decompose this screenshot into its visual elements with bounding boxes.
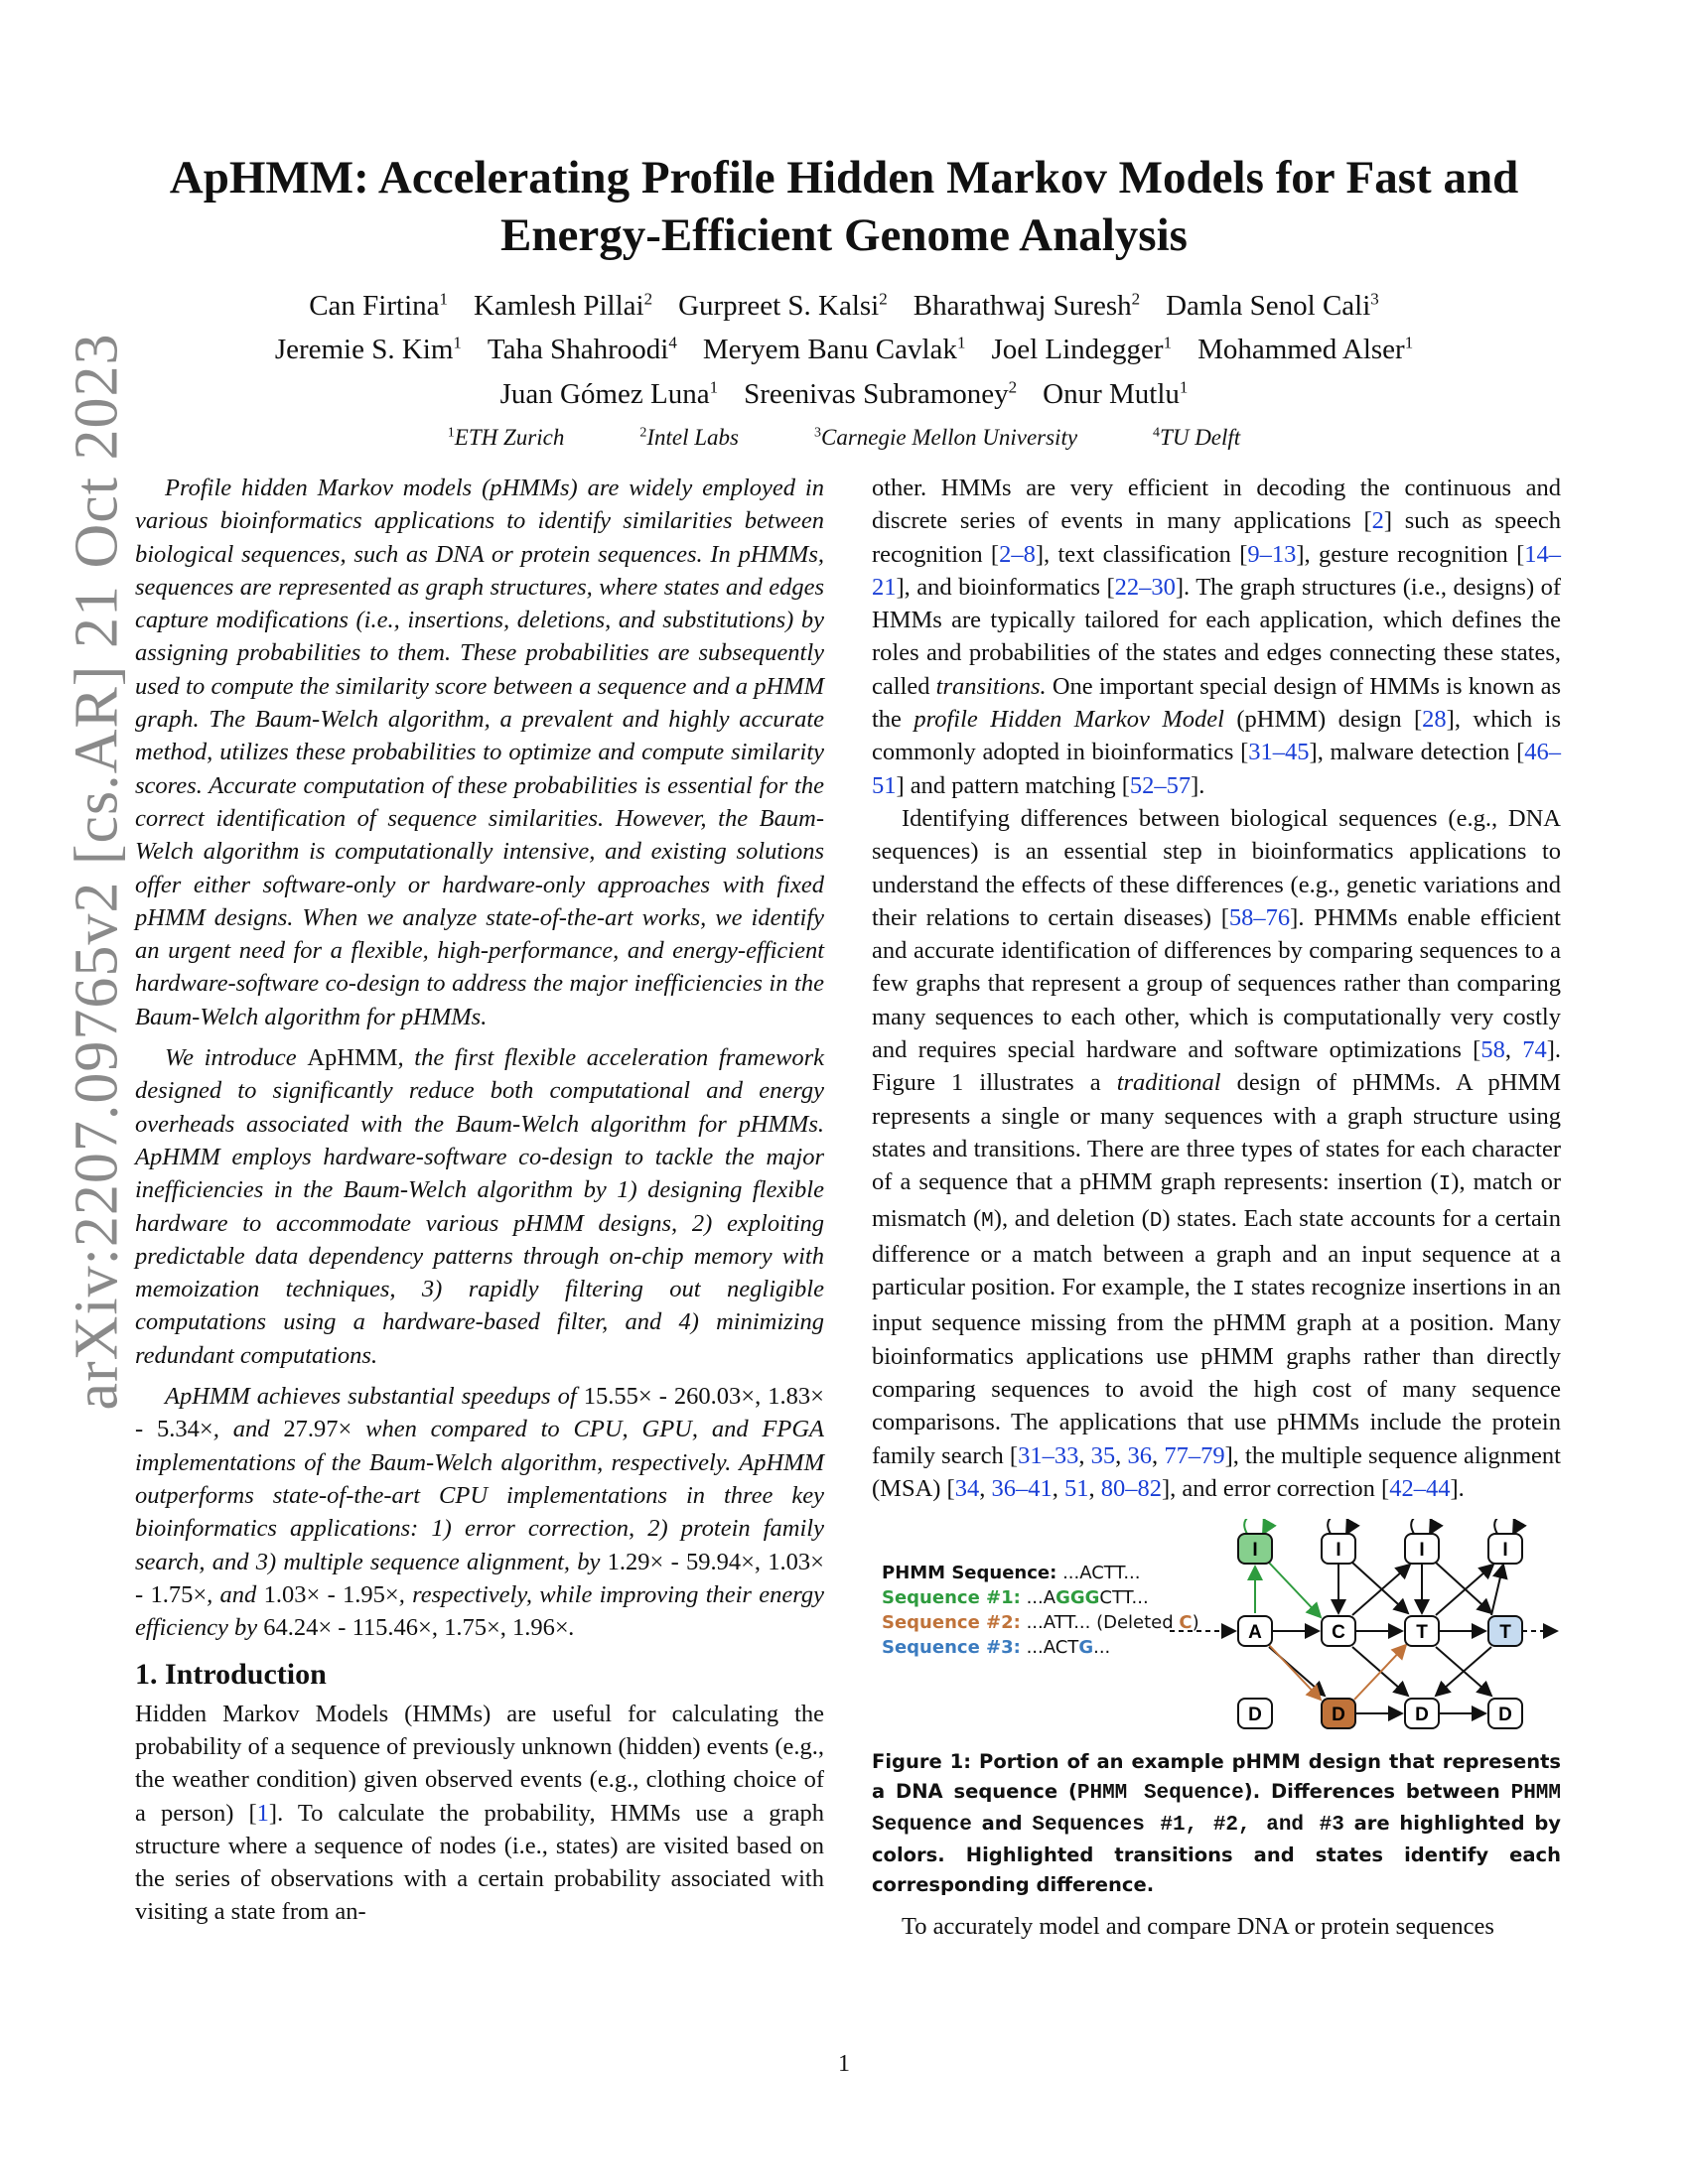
- affiliation: $^4$TU Delft: [1153, 425, 1241, 450]
- citation-link[interactable]: 36: [1127, 1441, 1152, 1469]
- insertion-state-node-label: I: [1502, 1540, 1508, 1562]
- citation-link[interactable]: 14–21: [872, 540, 1561, 601]
- right-column: [872, 472, 1561, 1944]
- deletion-state-node-label: D: [1332, 1705, 1345, 1726]
- author-name: Mohammed Alser$^1$: [1197, 333, 1414, 366]
- citation-link[interactable]: 22–30: [1114, 573, 1176, 601]
- citation-link[interactable]: 1: [256, 1799, 269, 1827]
- citation-link[interactable]: 42–44: [1389, 1474, 1451, 1502]
- affiliation: $^2$Intel Labs: [639, 425, 739, 450]
- section-heading-introduction: 1. Introduction: [135, 1658, 327, 1692]
- figure-1: [872, 1519, 1561, 1739]
- author-name: Damla Senol Cali$^3$: [1166, 289, 1379, 322]
- intro-paragraph-1-start: Hidden Markov Models (HMMs) are useful for calculating the probability of a sequence of previously unknown (hidden) events (e.g., the weather condition) given observed events (e.g., clothing choice of a person) [1]. To calculate the probability, HMMs use a graph structure where a sequence of nodes (i.e., states) are visited based on the series of observations with a certain probability associated with visiting a state from an-: [135, 1700, 824, 1926]
- author-name: Onur Mutlu$^1$: [1043, 377, 1189, 410]
- transition-edge: [1354, 1645, 1406, 1700]
- match-state-node-label: A: [1248, 1622, 1262, 1644]
- author-name: Kamlesh Pillai$^2$: [474, 289, 653, 322]
- affiliation: $^1$ETH Zurich: [447, 425, 565, 450]
- author-name: Meryem Banu Cavlak$^1$: [702, 333, 966, 366]
- deletion-state-node-label: D: [1498, 1705, 1512, 1726]
- self-loop-edge: [1411, 1519, 1433, 1534]
- citation-link[interactable]: 31–45: [1248, 739, 1310, 766]
- author-name: Bharathwaj Suresh$^2$: [913, 289, 1141, 322]
- intro-paragraph-3: To accurately model and compare DNA or protein sequences: [902, 1913, 1494, 1941]
- legend-seq2: Sequence #2: ...ATT... (Deleted C): [882, 1612, 1199, 1634]
- author-name: Joel Lindegger$^1$: [991, 333, 1173, 366]
- transition-edge: [1436, 1563, 1491, 1613]
- insertion-state-node-label: I: [1419, 1540, 1425, 1562]
- citation-link[interactable]: 58–76: [1228, 903, 1291, 931]
- citation-link[interactable]: 35: [1090, 1441, 1116, 1469]
- figure-1-caption: Figure 1: Portion of an example pHMM design that represents a DNA sequence (PHMM Sequence). Differences between PHMM Sequence and Sequences #1, #2, and #3 are highlighted by colors. Highlighted transitions and states identify each corresponding difference.: [872, 1750, 1562, 1897]
- author-name: Can Firtina$^1$: [309, 289, 448, 322]
- transition-edge: [1269, 1563, 1321, 1617]
- citation-link[interactable]: 51: [1063, 1474, 1089, 1502]
- author-name: Taha Shahroodi$^4$: [487, 333, 677, 366]
- abstract-paragraph-2: We introduce ApHMM, the first flexible acceleration framework designed to significantly reduce both computational and energy overheads associated with the Baum-Welch algorithm for pHMMs. ApHMM employs hardware-software co-design to tackle the major inefficiencies in the Baum-Welch algorithm by 1) designing flexible hardware to accommodate various pHMM designs, 2) exploiting predictable data dependency patterns through on-chip memory with memoization techniques, 3) rapidly filtering out negligible computations using a hardware-based filter, and 4) minimizing redundant computations.: [135, 1044, 824, 1369]
- paper-title: ApHMM: Accelerating Profile Hidden Markov Models for Fast and Energy-Efficient Genome Analysis: [169, 152, 1519, 261]
- affiliation: $^3$Carnegie Mellon University: [813, 425, 1078, 450]
- author-name: Jeremie S. Kim$^1$: [274, 333, 462, 366]
- deletion-state-node-label: D: [1248, 1705, 1262, 1726]
- citation-link[interactable]: 28: [1422, 706, 1447, 734]
- author-name: Gurpreet S. Kalsi$^2$: [678, 289, 888, 322]
- transition-edge: [1352, 1563, 1408, 1613]
- citation-link[interactable]: 77–79: [1164, 1441, 1225, 1469]
- self-loop-edge: [1494, 1519, 1516, 1534]
- citation-link[interactable]: 58: [1480, 1036, 1505, 1064]
- citation-link[interactable]: 31–33: [1018, 1441, 1079, 1469]
- self-loop-edge: [1244, 1519, 1266, 1534]
- abstract-paragraph-1: Profile hidden Markov models (pHMMs) are widely employed in various bioinformatics applications to identify similarities between biological sequences, such as DNA or protein sequences. In pHMMs, sequences are represented as graph structures, where states and edges capture modifications (i.e., insertions, deletions, and substitutions) by assigning probabilities to them. These probabilities are subsequently used to compute the similarity score between a sequence and a pHMM graph. The Baum-Welch algorithm, a prevalent and highly accurate method, utilizes these probabilities to optimize and compute similarity scores. Accurate computation of these probabilities is essential for the correct identification of sequence similarities. However, the Baum-Welch algorithm is computationally intensive, and existing solutions offer either software-only or hardware-only approaches with fixed pHMM designs. When we analyze state-of-the-art works, we identify an urgent need for a flexible, high-performance, and energy-efficient hardware-software co-design to address the major inefficiencies in the Baum-Welch algorithm for pHMMs.: [135, 475, 824, 1030]
- transition-edge: [1491, 1565, 1503, 1615]
- affiliation-list: [149, 425, 1539, 451]
- self-loop-edge: [1328, 1519, 1349, 1534]
- citation-link[interactable]: 2: [1371, 507, 1384, 535]
- citation-link[interactable]: 52–57: [1129, 771, 1192, 799]
- citation-link[interactable]: 9–13: [1247, 540, 1297, 568]
- citation-link[interactable]: 34: [954, 1474, 980, 1502]
- abstract: [135, 472, 824, 1644]
- legend-seq1: Sequence #1: ...AGGGCTT...: [882, 1587, 1149, 1609]
- abstract-paragraph-3: ApHMM achieves substantial speedups of 15.55× - 260.03×, 1.83× - 5.34×, and 27.97× when compared to CPU, GPU, and FPGA implementations of the Baum-Welch algorithm, respectively. ApHMM outperforms state-of-the-art CPU implementations in three key bioinformatics applications: 1) error correction, 2) protein family search, and 3) multiple sequence alignment, by 1.29× - 59.94×, 1.03× - 1.75×, and 1.03× - 1.95×, respectively, while improving their energy efficiency by 64.24× - 115.46×, 1.75×, 1.96×.: [135, 1383, 825, 1642]
- intro-paragraph-1-end: other. HMMs are very efficient in decoding the continuous and discrete series of events in many applications [2] such as speech recognition [2–8], text classification [9–13], gesture recognition [14–21], and bioinformatics [22–30]. The graph structures (i.e., designs) of HMMs are typically tailored for each application, which defines the roles and probabilities of the states and edges connecting these states, called transitions. One important special design of HMMs is known as the profile Hidden Markov Model (pHMM) design [28], which is commonly adopted in bioinformatics [31–45], malware detection [46–51] and pattern matching [52–57].: [872, 475, 1562, 799]
- phmm-graph: [872, 1519, 1561, 1739]
- arxiv-stamp: arXiv:2207.09765v2 [cs.AR] 21 Oct 2023: [63, 333, 131, 1411]
- legend-seq3: Sequence #3: ...ACTG...: [882, 1637, 1111, 1659]
- match-state-node-label: T: [1499, 1622, 1511, 1644]
- deletion-state-node-label: D: [1415, 1705, 1429, 1726]
- match-state-node-label: T: [1416, 1622, 1428, 1644]
- author-list: [149, 280, 1539, 413]
- citation-link[interactable]: 80–82: [1100, 1474, 1162, 1502]
- legend-phmm: PHMM Sequence: ...ACTT...: [882, 1563, 1141, 1584]
- match-state-node-label: C: [1332, 1622, 1345, 1644]
- citation-link[interactable]: 74: [1522, 1036, 1547, 1064]
- citation-link[interactable]: 2–8: [999, 540, 1036, 568]
- insertion-state-node-label: I: [1252, 1540, 1258, 1562]
- author-name: Juan Gómez Luna$^1$: [499, 377, 719, 410]
- transition-edge: [1269, 1645, 1321, 1700]
- citation-link[interactable]: 46–51: [872, 739, 1562, 799]
- insertion-state-node-label: I: [1336, 1540, 1341, 1562]
- citation-link[interactable]: 36–41: [991, 1474, 1053, 1502]
- intro-paragraph-2: Identifying differences between biological sequences (e.g., DNA sequences) is an essential step in bioinformatics applications to understand the effects of these differences (e.g., genetic variations and their relations to certain diseases) [58–76]. PHMMs enable efficient and accurate identification of differences by comparing sequences to a few graphs that represent a group of sequences rather than comparing many sequences to each other, which is computationally very costly and requires special hardware and software optimizations [58, 74]. Figure 1 illustrates a traditional design of pHMMs. A pHMM represents a single or many sequences with a graph structure using states and transitions. There are three types of states for each character of a sequence that a pHMM graph represents: insertion (I), match or mismatch (M), and deletion (D) states. Each state accounts for a certain difference or a match between a graph and an input sequence at a particular position. For example, the I states recognize insertions in an input sequence missing from the pHMM graph at a position. Many bioinformatics applications use pHMM graphs rather than directly comparing sequences to avoid the high cost of many sequence comparisons. The applications that use pHMMs include the protein family search [31–33, 35, 36, 77–79], the multiple sequence alignment (MSA) [34, 36–41, 51, 80–82], and error correction [42–44].: [872, 804, 1561, 1502]
- author-name: Sreenivas Subramoney$^2$: [744, 377, 1018, 410]
- page-number: 1: [838, 2051, 850, 2077]
- left-column: [135, 472, 824, 1929]
